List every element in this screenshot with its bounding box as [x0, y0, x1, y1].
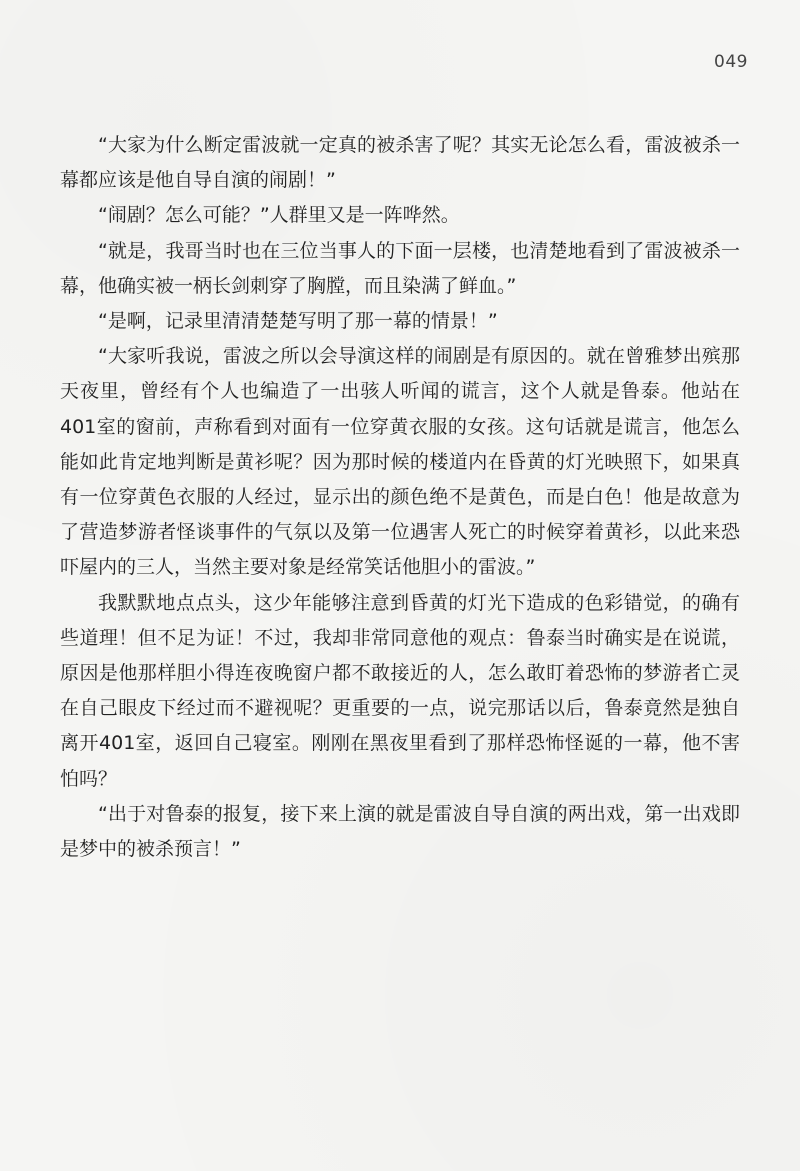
- paragraph: “是啊，记录里清清楚楚写明了那一幕的情景！”: [98, 310, 498, 333]
- paragraph: “出于对鲁泰的报复，接下来上演的就是雷波自导自演的两出戏，第一出戏即是梦中的被杀预言！”: [60, 802, 740, 861]
- page-number: 049: [714, 52, 748, 72]
- paragraph: “就是，我哥当时也在三位当事人的下面一层楼，也清楚地看到了雷波被杀一幕，他确实被一柄长剑刺穿了胸膛，而且染满了鲜血。”: [60, 239, 740, 297]
- paragraph: “大家听我说，雷波之所以会导演这样的闹剧是有原因的。就在曾雅梦出殡那天夜里，曾经有个人也编造了一出骇人听闻的谎言，这个人就是鲁泰。他站在401室的窗前，声称看到对面有一位穿黄衣服的女孩。这句话就是谎言，他怎么能如此肯定地判断是黄衫呢？因为那时候的楼道内在昏黄的灯光映照下，如果真有一位穿黄色衣服的人经过，显示出的颜色绝不是黄色，而是白色！他是故意为了营造梦游者怪谈事件的气氛以及第一位遇害人死亡的时候穿着黄衫，以此来恐吓屋内的三人，当然主要对象是经常笑话他胆小的雷波。”: [60, 345, 740, 579]
- body-text: [60, 128, 740, 867]
- paragraph: 我默默地点点头，这少年能够注意到昏黄的灯光下造成的色彩错觉，的确有些道理！但不足为证！不过，我却非常同意他的观点：鲁泰当时确实是在说谎，原因是他那样胆小得连夜晚窗户都不敢接近的人，怎么敢盯着恐怖的梦游者亡灵在自己眼皮下经过而不避视呢？更重要的一点，说完那话以后，鲁泰竟然是独自离开401室，返回自己寝室。刚刚在黑夜里看到了那样恐怖怪诞的一幕，他不害怕吗？: [60, 591, 740, 790]
- paragraph: “闹剧？怎么可能？”人群里又是一阵哗然。: [98, 204, 460, 227]
- paragraph: “大家为什么断定雷波就一定真的被杀害了呢？其实无论怎么看，雷波被杀一幕都应该是他自导自演的闹剧！”: [60, 134, 740, 192]
